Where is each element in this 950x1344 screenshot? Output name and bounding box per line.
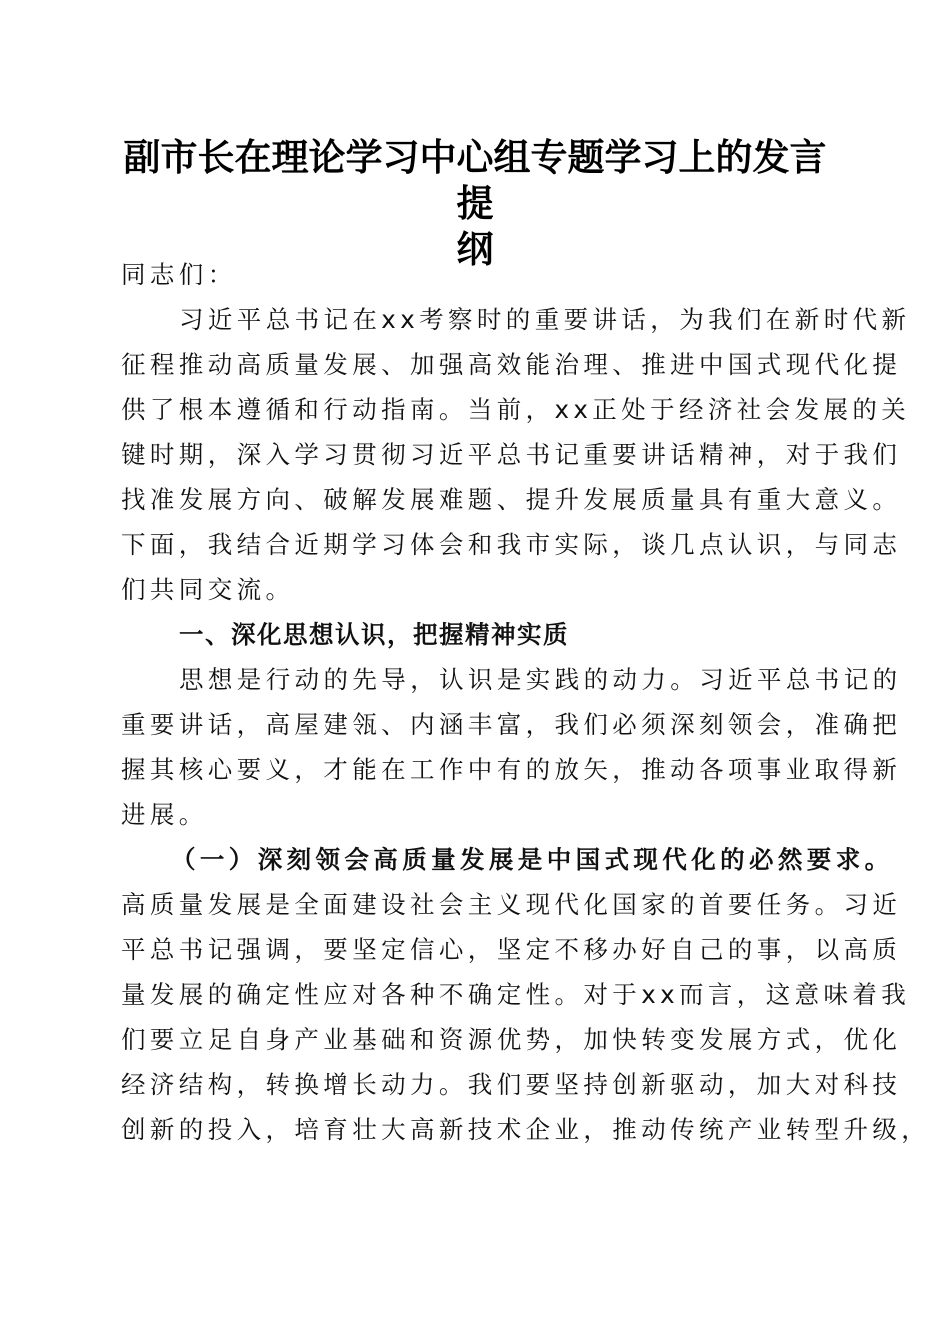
paragraph-line: 们共同交流。 xyxy=(121,575,295,604)
paragraph-line: 平总书记强调，要坚定信心，坚定不移办好自己的事，以高质 xyxy=(121,935,902,964)
paragraph-line: 键时期，深入学习贯彻习近平总书记重要讲话精神，对于我们 xyxy=(121,440,902,469)
section-heading-1: 一、深化思想认识，把握精神实质 xyxy=(179,620,569,649)
paragraph-line: 找准发展方向、破解发展难题、提升发展质量具有重大意义。 xyxy=(121,485,902,514)
paragraph-line: 征程推动高质量发展、加强高效能治理、推进中国式现代化提 xyxy=(121,350,902,379)
paragraph-line: 量发展的确定性应对各种不确定性。对于xx而言，这意味着我 xyxy=(121,980,911,1009)
paragraph-line: 高质量发展是全面建设社会主义现代化国家的首要任务。习近 xyxy=(121,890,902,919)
paragraph-line: 们要立足自身产业基础和资源优势，加快转变发展方式，优化 xyxy=(121,1025,902,1054)
paragraph-line: 下面，我结合近期学习体会和我市实际，谈几点认识，与同志 xyxy=(121,530,902,559)
paragraph-line: 握其核心要义，才能在工作中有的放矢，推动各项事业取得新 xyxy=(121,755,902,784)
paragraph-line: 创新的投入，培育壮大高新技术企业，推动传统产业转型升级， xyxy=(121,1115,931,1144)
paragraph-line: 习近平总书记在xx考察时的重要讲话，为我们在新时代新 xyxy=(179,305,911,334)
document-body xyxy=(121,252,931,1152)
paragraph-line: 思想是行动的先导，认识是实践的动力。习近平总书记的 xyxy=(179,665,902,694)
paragraph-line: 经济结构，转换增长动力。我们要坚持创新驱动，加大对科技 xyxy=(121,1070,902,1099)
title-line-2: 纲 xyxy=(456,227,494,271)
paragraph-line: 供了根本遵循和行动指南。当前，xx正处于经济社会发展的关 xyxy=(121,395,911,424)
paragraph-line: 进展。 xyxy=(121,800,208,829)
subsection-heading-1: （一）深刻领会高质量发展是中国式现代化的必然要求。 xyxy=(171,845,894,874)
paragraph-line: 重要讲话，高屋建瓴、内涵丰富，我们必须深刻领会，准确把 xyxy=(121,710,902,739)
salutation: 同志们： xyxy=(121,260,237,289)
title-line-1: 副市长在理论学习中心组专题学习上的发言提 xyxy=(123,135,827,225)
